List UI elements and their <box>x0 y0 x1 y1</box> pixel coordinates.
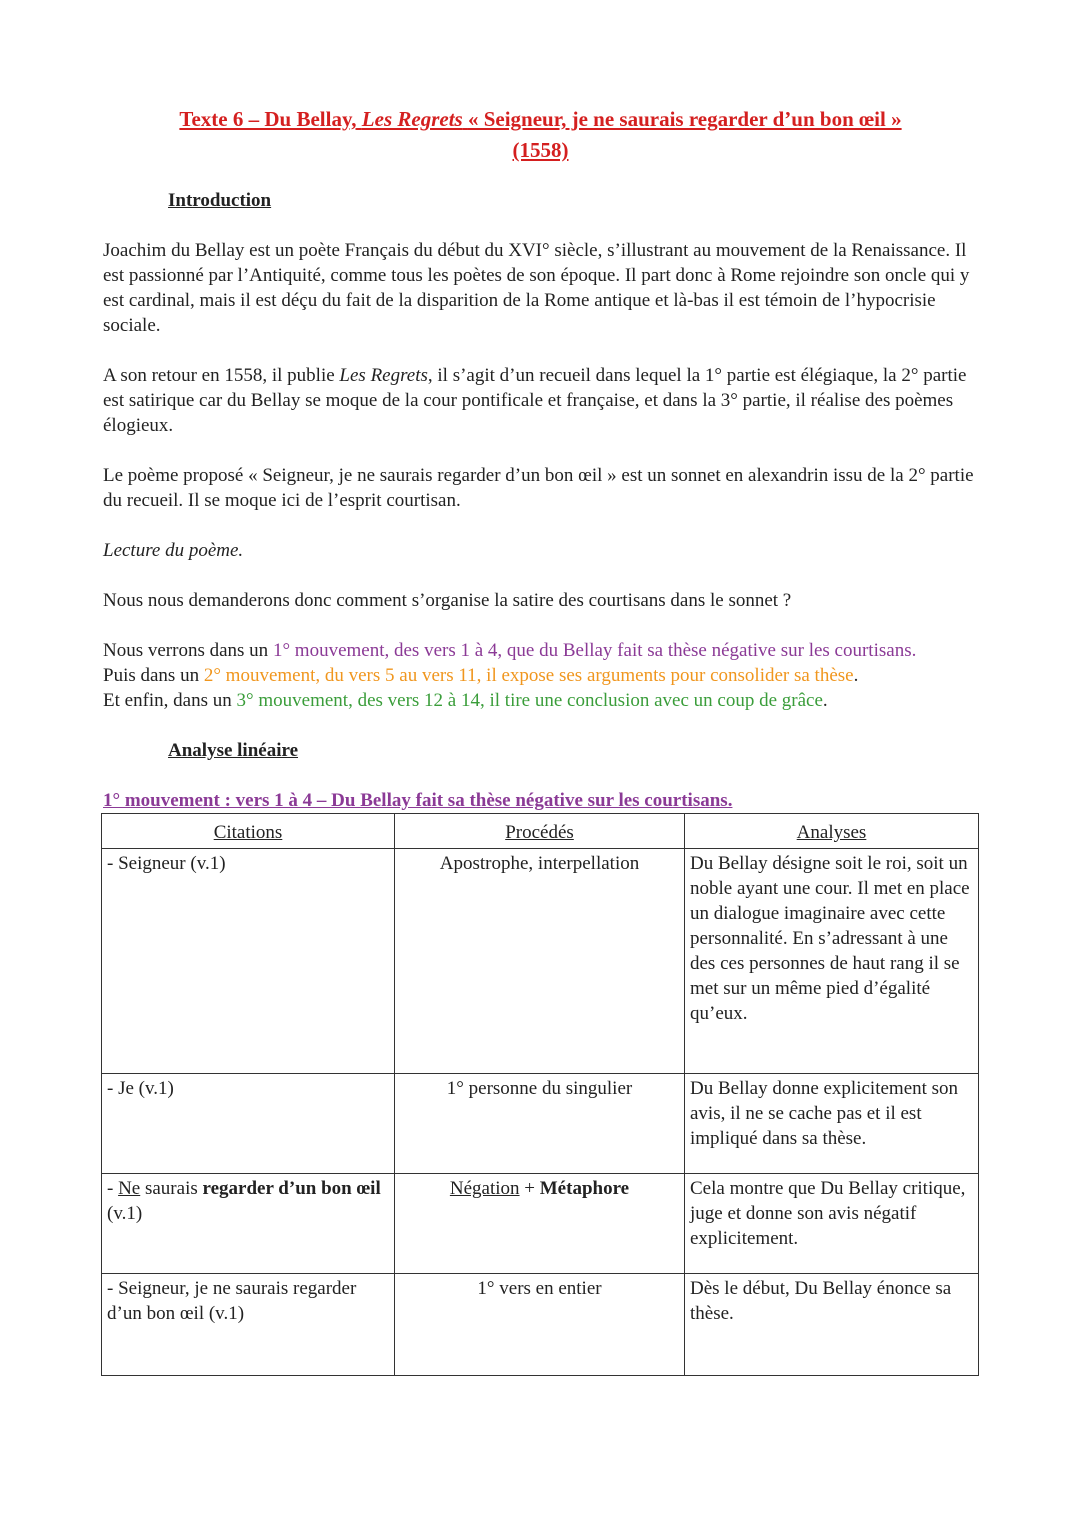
plan-m2-lead: Puis dans un <box>103 665 204 686</box>
procede-cell: 1° personne du singulier <box>395 1074 685 1174</box>
title-work: Les Regrets <box>361 107 463 131</box>
procede-metaphor: Métaphore <box>539 1178 630 1199</box>
plan-movement-2 <box>103 663 978 688</box>
procede-plus: + <box>519 1178 540 1199</box>
table-row <box>102 1274 979 1376</box>
reading-note <box>103 538 978 563</box>
intro-p2-part-a: A son retour en 1558, il publie <box>103 365 340 386</box>
procede-cell: 1° vers en entier <box>395 1274 685 1376</box>
plan-m1-lead: Nous verrons dans un <box>103 640 273 661</box>
analyse-cell: Dès le début, Du Bellay énonce sa thèse. <box>685 1274 979 1376</box>
citation-dash: - <box>107 1178 119 1199</box>
intro-paragraph-3: Le poème proposé « Seigneur, je ne saurais regarder d’un bon œil » est un sonnet en alexandrin issu de la 2° partie du recueil. Il se moque ici de l’esprit courtisan. <box>103 465 974 511</box>
introduction-heading: Introduction <box>168 190 272 211</box>
analyse-cell: Du Bellay donne explicitement son avis, il ne se cache pas et il est impliqué dans sa thèse. <box>685 1074 979 1174</box>
title-year: (1558) <box>512 138 569 162</box>
movement-1-heading: 1° mouvement : vers 1 à 4 – Du Bellay fait sa thèse négative sur les courtisans. <box>103 790 733 811</box>
citation-cell: - Seigneur, je ne saurais regarder d’un bon œil (v.1) <box>102 1274 395 1376</box>
reading-note-text: Lecture du poème. <box>103 540 244 561</box>
column-header-procedes: Procédés <box>395 814 685 849</box>
citation-cell: - Seigneur (v.1) <box>102 849 395 1074</box>
citation-metaphor: regarder d’un bon œil <box>202 1178 381 1199</box>
citation-cell: - Je (v.1) <box>102 1074 395 1174</box>
title-prefix: Texte 6 – Du Bellay, <box>179 107 357 131</box>
procede-cell <box>395 1174 685 1274</box>
citation-end: (v.1) <box>107 1203 143 1224</box>
plan-m1-text: 1° mouvement, des vers 1 à 4, que du Bellay fait sa thèse négative sur les courtisans. <box>272 640 917 661</box>
citation-mid: saurais <box>140 1178 203 1199</box>
plan-m3-lead: Et enfin, dans un <box>103 690 237 711</box>
analyse-cell: Cela montre que Du Bellay critique, juge et donne son avis négatif explicitement. <box>685 1174 979 1274</box>
table-row <box>102 1174 979 1274</box>
procede-negation: Négation <box>449 1178 520 1199</box>
analyse-cell: Du Bellay désigne soit le roi, soit un noble ayant une cour. Il met en place un dialogue imaginaire avec cette personnalité. En s’adressant à une des ces personnes de haut rang il se met sur un même pied d’égalité qu’eux. <box>685 849 979 1074</box>
intro-p2-work: Les Regrets <box>339 365 428 386</box>
table-row <box>102 849 979 1074</box>
document-title <box>103 104 978 166</box>
table-row <box>102 1074 979 1174</box>
column-header-analyses: Analyses <box>685 814 979 849</box>
plan-m2-end: . <box>853 665 859 686</box>
analysis-table <box>101 813 979 1376</box>
plan-m3-end: . <box>822 690 828 711</box>
intro-paragraph-2 <box>103 363 978 438</box>
procede-cell: Apostrophe, interpellation <box>395 849 685 1074</box>
citation-cell <box>102 1174 395 1274</box>
analysis-heading: Analyse linéaire <box>168 740 299 761</box>
title-rest: « Seigneur, je ne saurais regarder d’un bon œil » <box>467 107 902 131</box>
document-page <box>103 104 978 1376</box>
table-header-row <box>102 814 979 849</box>
plan-m2-text: 2° mouvement, du vers 5 au vers 11, il expose ses arguments pour consolider sa thèse <box>203 665 854 686</box>
plan-movement-1 <box>103 638 978 663</box>
intro-paragraph-1: Joachim du Bellay est un poète Français du début du XVI° siècle, s’illustrant au mouvement de la Renaissance. Il est passionné par l’Antiquité, comme tous les poètes de son époque. Il part donc à Rome rejoindre son oncle qui y est cardinal, mais il est déçu du fait de la disparition de la Rome antique et là-bas il est témoin de l’hypocrisie sociale. <box>103 240 970 336</box>
intro-p2-part-b: , il s’agit d’un recueil dans lequel la 1° partie est élégiaque, la 2° partie est satirique car du Bellay se moque de la cour pontificale et française, et dans la 3° partie, il réalise des poèmes élogieux. <box>103 365 967 436</box>
problematic: Nous nous demanderons donc comment s’organise la satire des courtisans dans le sonnet ? <box>103 590 792 611</box>
citation-negation: Ne <box>118 1178 141 1199</box>
plan-movement-3 <box>103 688 978 713</box>
column-header-citations: Citations <box>102 814 395 849</box>
plan-m3-text: 3° mouvement, des vers 12 à 14, il tire une conclusion avec un coup de grâce <box>236 690 823 711</box>
